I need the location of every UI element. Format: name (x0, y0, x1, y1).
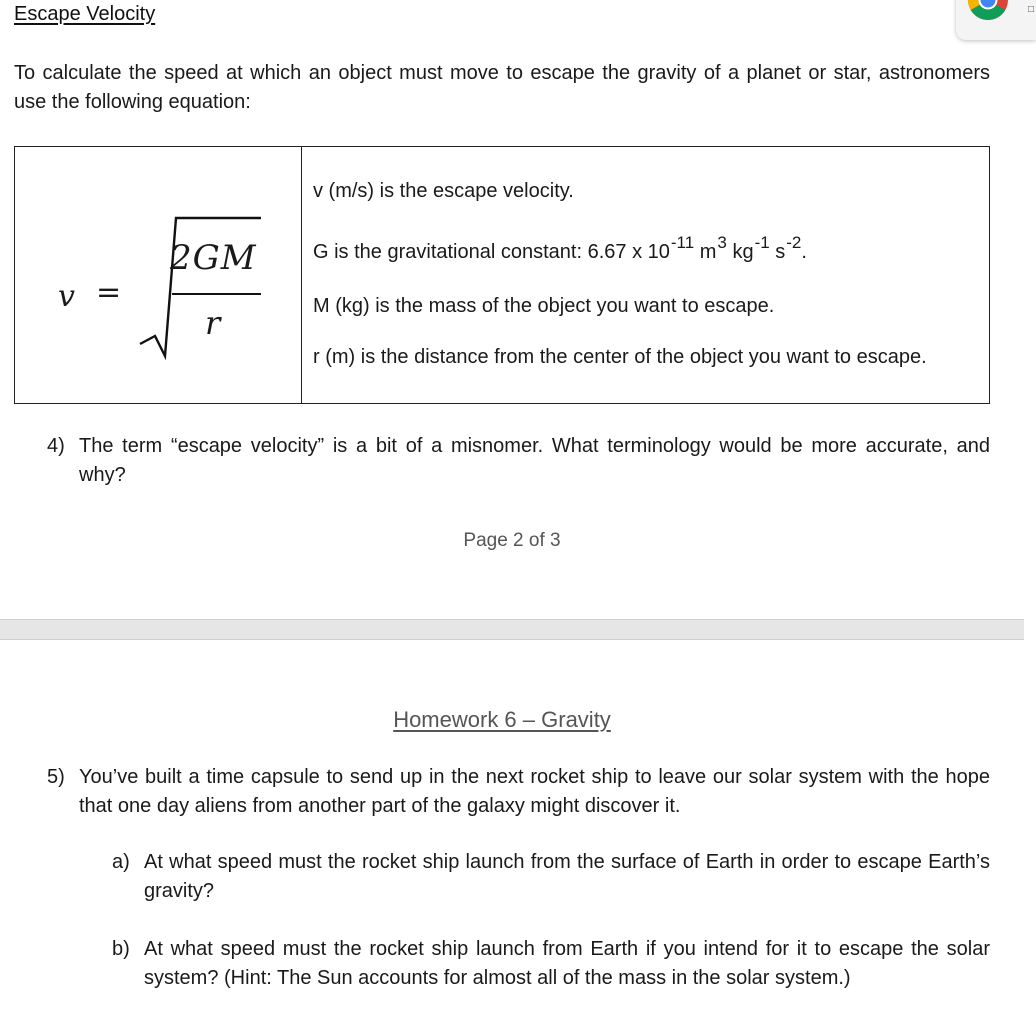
square-root-sign (14, 146, 302, 404)
browser-extension-badge[interactable] (956, 0, 1036, 40)
corner-glyph-icon: □ (1027, 4, 1034, 15)
formula-velocity-symbol: v (58, 279, 75, 314)
question-text: The term “escape velocity” is a bit of a misnomer. What terminology would be more accurate, and why? (79, 435, 990, 486)
definition-v: v (m/s) is the escape velocity. (313, 180, 574, 202)
page-break-separator (0, 619, 1024, 640)
definition-m: M (kg) is the mass of the object you want to escape. (313, 295, 775, 317)
question-5a (112, 848, 992, 908)
definition-r: r (m) is the distance from the center of the object you want to escape. (313, 346, 927, 368)
question-text: You’ve built a time capsule to send up in the next rocket ship to leave our solar system with the hope that one day aliens from another part of the galaxy might discover it. (79, 766, 990, 817)
intro-paragraph: To calculate the speed at which an object must move to escape the gravity of a planet or star, astronomers use the following equation: (14, 62, 990, 113)
page-title: Homework 6 – Gravity (393, 707, 611, 732)
part-text: At what speed must the rocket ship launch from Earth if you intend for it to escape the solar system? (Hint: The Sun accounts for almost all of the mass in the solar system.) (144, 938, 990, 989)
chrome-icon[interactable] (966, 0, 1010, 22)
part-label: b) (112, 938, 130, 960)
part-text: At what speed must the rocket ship launch from the surface of Earth in order to escape Earth’s gravity? (144, 851, 990, 902)
question-number: 4) (47, 435, 65, 457)
question-number: 5) (47, 766, 65, 788)
section-heading: Escape Velocity (14, 3, 156, 25)
escape-velocity-formula (14, 146, 302, 404)
formula-denominator: r (205, 304, 221, 342)
page-number: Page 2 of 3 (463, 530, 561, 551)
question-4 (47, 432, 992, 492)
formula-numerator: 2GM (170, 238, 257, 278)
definition-g: G is the gravitational constant: 6.67 x $10^{-11}$ $m^3$ $kg^{-1}$ $s^{-2}$. (313, 233, 807, 263)
part-label: a) (112, 851, 130, 873)
question-5b (112, 935, 992, 995)
formula-equals-sign: = (96, 275, 122, 310)
question-5 (47, 763, 992, 823)
